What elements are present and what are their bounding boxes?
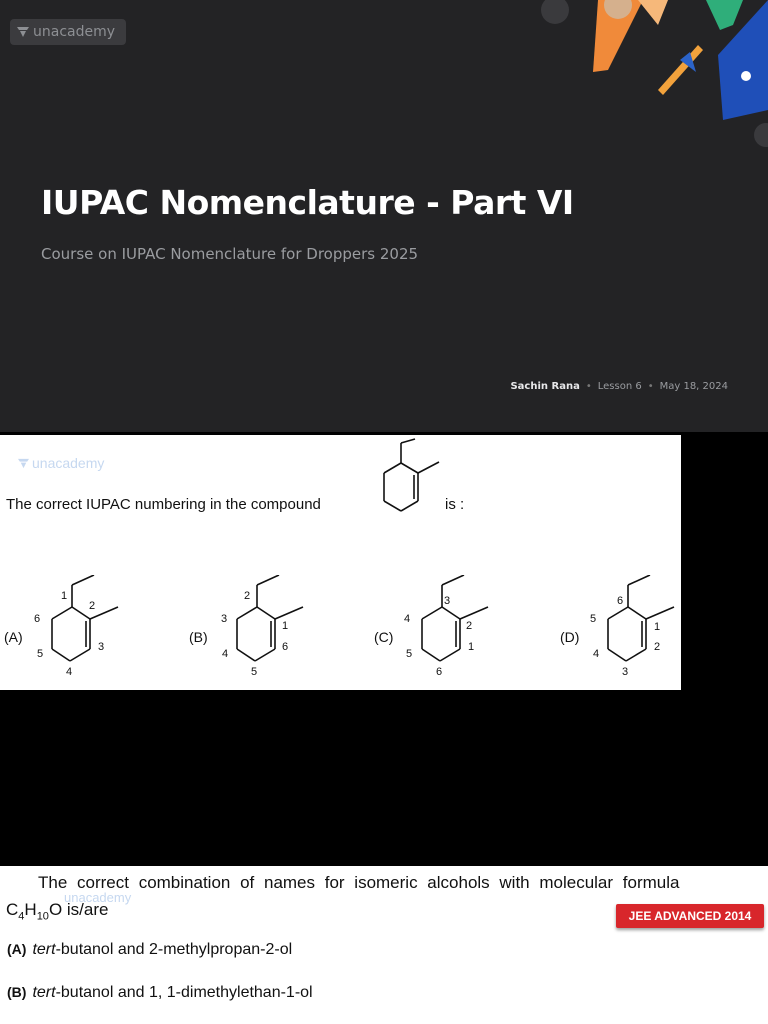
answer-option-b[interactable] [7, 984, 313, 1002]
position-number: 2 [89, 600, 96, 612]
question-prompt: The correct IUPAC numbering in the compound [6, 496, 321, 513]
meta-separator: • [585, 381, 592, 392]
option-a[interactable] [4, 575, 144, 690]
option-c[interactable] [374, 575, 514, 690]
option-a-structure-icon [4, 575, 144, 690]
molecule-structure-icon [360, 435, 480, 545]
position-number: 4 [66, 666, 73, 678]
question-suffix: is : [445, 496, 465, 513]
lesson-banner [0, 0, 768, 432]
position-number: 5 [251, 666, 258, 678]
answer-option-a[interactable] [7, 941, 292, 959]
option-label: (B) [189, 629, 208, 645]
option-label: (A) [4, 629, 23, 645]
option-c-structure-icon [374, 575, 514, 690]
watermark [17, 455, 104, 471]
position-number: 3 [444, 595, 451, 607]
author-name[interactable]: Sachin Rana [510, 381, 580, 392]
brand-logo[interactable] [10, 19, 126, 45]
position-number: 3 [622, 666, 629, 678]
option-b[interactable] [189, 575, 329, 690]
position-number: 2 [244, 590, 251, 602]
position-number: 2 [466, 620, 473, 632]
formula-subscript: 4 [18, 910, 25, 923]
question-slide-alcohols [0, 866, 768, 1024]
option-d[interactable] [560, 575, 681, 690]
position-number: 6 [34, 613, 41, 625]
question-slide-numbering [0, 435, 681, 690]
position-number: 2 [654, 641, 661, 653]
answer-text: -butanol and 1, 1-dimethylethan-1-ol [55, 984, 313, 1001]
course-subtitle: Course on IUPAC Nomenclature for Droppers 2025 [41, 245, 419, 263]
unacademy-watermark-icon [17, 458, 30, 469]
position-number: 6 [617, 595, 624, 607]
formula-suffix: is/are [62, 900, 109, 919]
answer-letter: (A) [7, 941, 27, 957]
position-number: 4 [222, 648, 229, 660]
molecular-formula [6, 900, 108, 922]
position-number: 1 [61, 590, 68, 602]
lesson-number: Lesson 6 [597, 381, 642, 392]
answer-letter: (B) [7, 984, 27, 1000]
lesson-meta [510, 381, 728, 392]
meta-separator: • [647, 381, 654, 392]
position-number: 3 [221, 613, 228, 625]
option-label: (C) [374, 629, 394, 645]
formula-element: O [48, 900, 63, 919]
answer-text: -butanol and 2-methylpropan-2-ol [55, 941, 293, 958]
position-number: 6 [282, 641, 289, 653]
brand-name: unacademy [33, 24, 116, 40]
position-number: 5 [406, 648, 413, 660]
position-number: 3 [98, 641, 105, 653]
exam-badge: JEE ADVANCED 2014 [616, 904, 764, 928]
decorative-shapes-icon [508, 0, 768, 160]
position-number: 4 [593, 648, 600, 660]
option-d-structure-icon [560, 575, 681, 690]
position-number: 1 [654, 621, 661, 633]
option-b-structure-icon [189, 575, 329, 690]
formula-element: H [24, 900, 37, 919]
lesson-title: IUPAC Nomenclature - Part VI [41, 183, 574, 222]
position-number: 1 [282, 620, 289, 632]
watermark-text: unacademy [32, 455, 105, 471]
position-number: 5 [37, 648, 44, 660]
formula-element: C [6, 900, 19, 919]
position-number: 5 [590, 613, 597, 625]
formula-subscript: 10 [36, 910, 49, 923]
position-number: 6 [436, 666, 443, 678]
question-prompt: The correct combination of names for isomeric alcohols with molecular formula [38, 873, 680, 892]
position-number: 4 [404, 613, 411, 625]
position-number: 1 [468, 641, 475, 653]
unacademy-logo-icon [16, 26, 30, 38]
watermark-text: unacademy [64, 890, 132, 905]
option-label: (D) [560, 629, 580, 645]
answer-prefix: tert [32, 984, 56, 1001]
answer-prefix: tert [32, 941, 56, 958]
lesson-date: May 18, 2024 [659, 381, 728, 392]
